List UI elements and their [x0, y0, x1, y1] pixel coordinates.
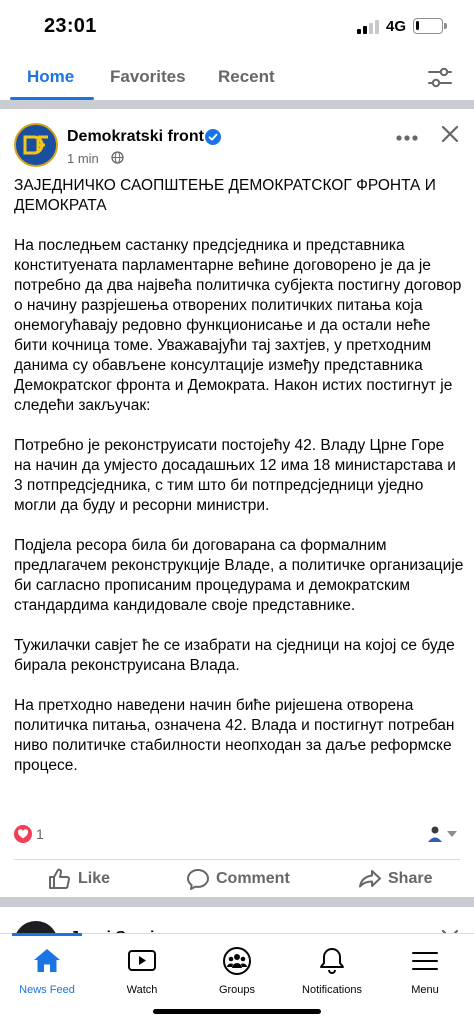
- groups-icon: [222, 946, 252, 976]
- chevron-down-icon[interactable]: [447, 831, 457, 837]
- post-text: [14, 176, 464, 796]
- nav-label: Groups: [218, 984, 256, 996]
- share-icon: [358, 867, 382, 891]
- nav-label: Menu: [411, 984, 439, 996]
- feed-post: [0, 109, 474, 909]
- feed-tabs: [0, 52, 474, 100]
- tab-favorites[interactable]: Favorites: [110, 67, 186, 86]
- comment-button[interactable]: [186, 867, 296, 891]
- post-paragraph: На претходно наведени начин биће ријешена отворена политичка питања, означена 42. Влада и постигнут потребан ниво политичке стабилности неопходан за даље реформске процесе.: [14, 697, 455, 774]
- globe-icon: [111, 151, 124, 164]
- like-button[interactable]: [48, 867, 118, 891]
- post-paragraph: На последњем састанку предсједника и представника конституената парламентарне већине договорено је да је потребно да два највећа политичка субјекта постигну договор о начину разрјешења отворених политичких питања која онемогућавају редовно функционисање и да остали неће бити кочница томе. Уважавајући тај захтјев, у претходним данима су обављене консултације између представника Демократског фронта и Демократа. Након истих постигнут је следећи закључак:: [14, 237, 462, 414]
- thumbs-up-icon: [48, 867, 72, 891]
- reactor-avatar-icon[interactable]: [427, 825, 443, 843]
- share-button[interactable]: [358, 867, 438, 891]
- bell-icon: [317, 946, 347, 976]
- share-label: Share: [388, 870, 433, 887]
- nav-menu[interactable]: [378, 934, 472, 1004]
- nav-watch[interactable]: [95, 934, 189, 1004]
- post-paragraph: ЗАЈЕДНИЧКО САОПШТЕЊЕ ДЕМОКРАТСКОГ ФРОНТА И ДЕМОКРАТА: [14, 177, 436, 214]
- nav-notifications[interactable]: [285, 934, 379, 1004]
- feed-separator: [0, 100, 474, 109]
- tab-recent[interactable]: Recent: [218, 67, 275, 86]
- comment-label: Comment: [216, 870, 290, 887]
- more-options-icon[interactable]: [396, 129, 418, 137]
- nav-news-feed[interactable]: [0, 934, 94, 1004]
- post-time[interactable]: 1 min: [67, 151, 99, 166]
- status-bar: [0, 0, 474, 52]
- post-paragraph: Потребно је реконструисати постојећу 42. Владу Црне Горе на начин да умјесто досадашњих 12 има 18 министарстава и 3 потпредсједника, с тим што би потпредсједници уједно могли да буду и ресорни министри.: [14, 437, 456, 514]
- close-icon[interactable]: [441, 125, 459, 143]
- nav-label: Notifications: [302, 984, 362, 996]
- battery-icon: [413, 18, 443, 34]
- feed-separator: [0, 897, 474, 907]
- verified-badge-icon: [205, 129, 221, 145]
- post-author[interactable]: Demokratski front: [67, 128, 204, 145]
- page-avatar[interactable]: [14, 123, 58, 167]
- network-label: 4G: [386, 18, 407, 35]
- home-icon: [32, 946, 62, 976]
- comment-icon: [186, 867, 210, 891]
- filter-icon[interactable]: [428, 67, 452, 89]
- battery-level: [416, 21, 419, 30]
- status-time: 23:01: [44, 15, 97, 37]
- home-indicator: [153, 1009, 321, 1014]
- active-nav-indicator: [12, 933, 82, 936]
- menu-icon: [410, 946, 440, 976]
- post-paragraph: Подјела ресора била би договарана са формалним предлагачем реконструкције Владе, а политичке организације би сагласно прописаним процедурама и демократским стандардима кандидовале своје представнике.: [14, 537, 464, 614]
- love-reaction-icon: [14, 825, 32, 843]
- nav-label: News Feed: [19, 984, 75, 996]
- like-label: Like: [78, 870, 111, 887]
- tab-home[interactable]: Home: [27, 67, 75, 86]
- signal-icon: [357, 20, 379, 34]
- post-paragraph: Тужилачки савјет ће се изабрати на сједници на којој се буде бирала реконструисана Влада.: [14, 637, 455, 674]
- actions-divider: [14, 859, 460, 860]
- watch-icon: [127, 946, 157, 976]
- nav-groups[interactable]: [190, 934, 284, 1004]
- reaction-count: 1: [36, 826, 44, 842]
- df-logo-icon: [16, 125, 56, 165]
- nav-label: Watch: [126, 984, 158, 996]
